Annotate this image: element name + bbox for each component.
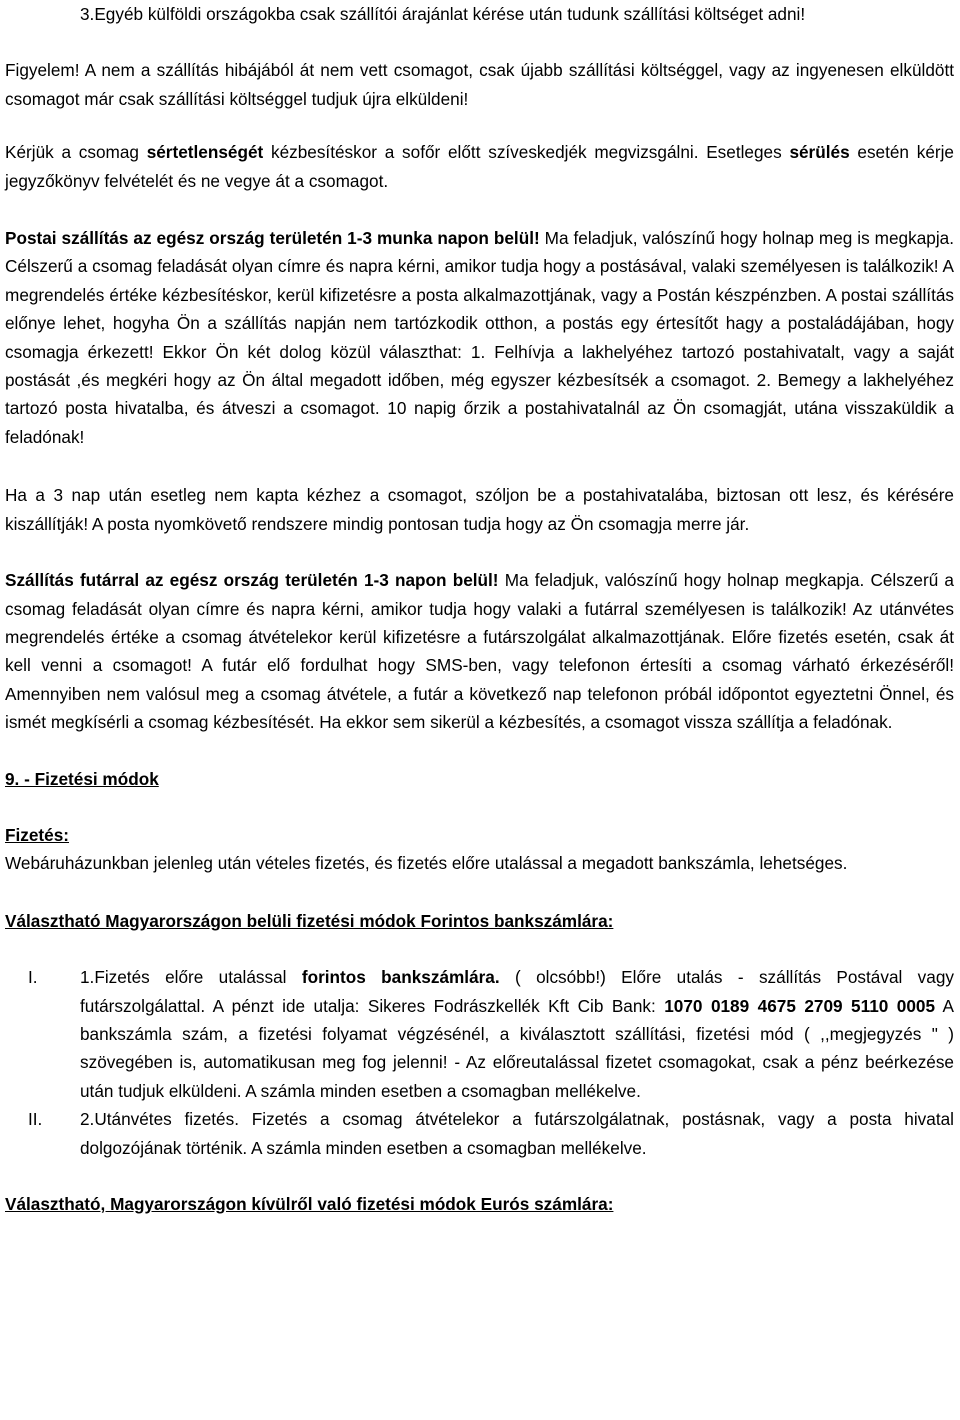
paragraph-other-countries: 3.Egyéb külföldi országokba csak szállítói árajánlat kérése után tudunk szállítási költséget adni! bbox=[80, 4, 806, 24]
list-number: II. bbox=[28, 1109, 43, 1130]
paragraph-inspect-package: Kérjük a csomag sértetlenségét kézbesítéskor a sofőr előtt szíveskedjék megvizsgálni. Esetleges sérülés esetén kérje jegyzőkönyv felvételét és ne vegye át a csomagot. bbox=[5, 142, 954, 191]
paragraph-courier-delivery: Szállítás futárral az egész ország területén 1-3 napon belül! Ma feladjuk, valószínű hogy holnap megkapja. Célszerű a csomag feladását olyan címre és napra kérni, amikor tudja hogy valaki a futárral személyesen is találkozik! Az utánvétes megrendelés értéke a csomag átvételekor kerül kifizetésre a futárszolgálat alkalmazottjának. Előre fizetés esetén, csak át kell venni a csomagot! A futár elő fordulhat hogy SMS-ben, vagy telefonon értesíti a csomag várható érkezéséről! Amennyiben nem valósul meg a csomag átvétele, a futár a következő nap telefonon próbál időpontot egyeztetni Önnel, és ismét megkísérli a csomag kézbesítését. Ha ekkor sem sikerül a kézbesítés, a csomagot vissza szállítja a feladónak. bbox=[5, 570, 954, 733]
list-item: I. 1.Fizetés előre utalással forintos bankszámlára. ( olcsóbb!) Előre utalás - szállítás Postával vagy futárszolgálattal. A pénzt ide utalja: Sikeres Fodrászkellék Kft Cib Bank: 1070 0189 4675 2709 5110 0005 A bankszámla szám, a fizetési folyamat végzésénél, a kiválasztott szállítási, fizetési mód ( ,,megjegyzés " ) szövegében is, automatikusan meg fog jelenni! - Az előreutalással fizetet csomagokat, csak a pénz beérkezése után tudjuk elküldeni. A számla minden esetben a csomagban mellékelve. bbox=[5, 963, 954, 1105]
paragraph-attention: Figyelem! A nem a szállítás hibájából át nem vett csomagot, csak újabb szállítási költséggel, vagy az ingyenesen elküldött csomagot már csak szállítási költséggel tudjuk újra elküldeni! bbox=[5, 60, 954, 109]
heading-domestic-payment-huf: Választható Magyarországon belüli fizetési módok Forintos bankszámlára: bbox=[5, 910, 614, 931]
heading-foreign-payment-eur: Választható, Magyarországon kívülről való fizetési módok Eurós számlára: bbox=[5, 1194, 614, 1214]
heading-payment-methods: 9. - Fizetési módok bbox=[5, 768, 159, 789]
list-item: II. 2.Utánvétes fizetés. Fizetés a csomag átvételekor a futárszolgálatnak, postásnak, vagy a posta hivatal dolgozójának történik. A számla minden esetben a csomagban mellékelve. bbox=[5, 1105, 954, 1162]
paragraph-after-3-days: Ha a 3 nap után esetleg nem kapta kézhez a csomagot, szóljon be a postahivatalába, biztosan ott lesz, és kérésére kiszállítják! A posta nyomkövető rendszere mindig pontosan tudja hogy az Ön csomagja merre jár. bbox=[5, 485, 954, 534]
list-number: I. bbox=[28, 967, 38, 988]
paragraph-postal-delivery: Postai szállítás az egész ország területén 1-3 munka napon belül! Ma feladjuk, valószínű hogy holnap meg is megkapja. Célszerű a csomag feladását olyan címre és napra kérni, amikor tudja hogy a postásával, valaki személyesen is találkozik! A megrendelés értéke kézbesítéskor, kerül kifizetésre a posta alkalmazottjának, vagy a Postán készpénzben. A postai szállítás előnye lehet, hogyha Ön a szállítás napján nem tartózkodik otthon, a postás egy értesítőt hagy a postaládájában, hogy csomagja érkezett! Ekkor Ön két dolog közül választhat: 1. Felhívja a lakhelyéhez tartozó postahivatalt, vagy a saját postását ,és megkéri hogy az Ön által megadott időben, még egyszer kézbesítsék a csomagot. 2. Bemegy a lakhelyéhez tartozó posta hivatalba, és átveszi a csomagot. 10 napig őrzik a postahivatalnál az Ön csomagját, utána visszaküldik a feladónak! bbox=[5, 228, 954, 447]
heading-payment: Fizetés: bbox=[5, 824, 69, 845]
paragraph-payment: Webáruházunkban jelenleg után vételes fizetés, és fizetés előre utalással a megadott bankszámla, lehetséges. bbox=[5, 853, 848, 874]
